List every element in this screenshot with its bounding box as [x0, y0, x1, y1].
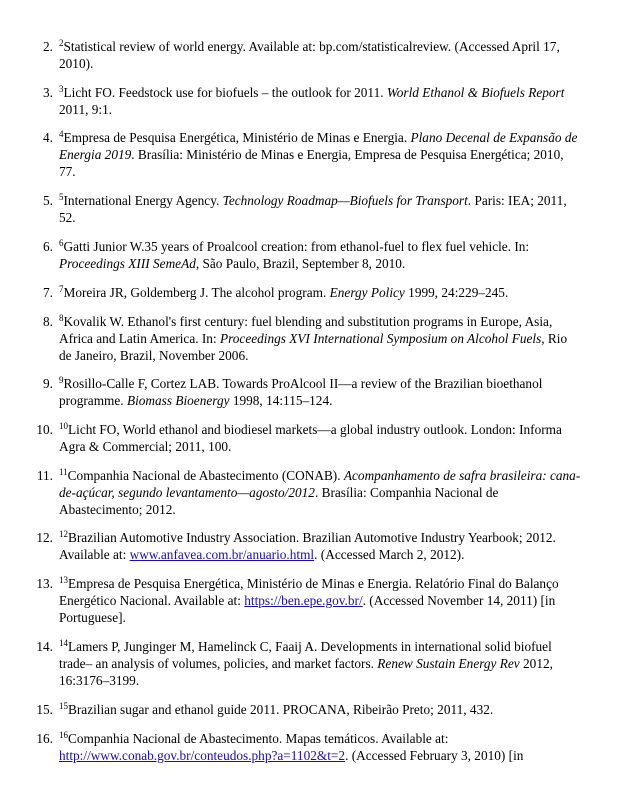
reference-text — [59, 238, 581, 272]
reference-segment: Moreira JR, Goldemberg J. The alcohol program. — [63, 285, 330, 300]
footnote-marker: 4 — [59, 129, 64, 139]
footnote-marker: 5 — [59, 192, 64, 202]
reference-segment: , Rio de Janeiro, Brazil, November 2006. — [59, 331, 568, 363]
reference-number: 10. — [36, 422, 53, 437]
reference-italic-title: Acompanhamento de safra brasileira: cana-de-açúcar, segundo levantamento—agosto/2012 — [59, 468, 581, 500]
reference-link[interactable]: https://ben.epe.gov.br/ — [244, 593, 363, 608]
reference-italic-title: Plano Decenal de Expansão de Energia 2019 — [59, 130, 578, 162]
footnote-marker: 7 — [59, 284, 64, 294]
reference-text — [59, 192, 581, 226]
reference-text — [59, 467, 581, 518]
reference-text — [59, 129, 581, 180]
reference-segment: . Paris: IEA; 2011, 52. — [59, 193, 567, 225]
reference-segment: 1998, 14:115–124. — [229, 393, 333, 408]
reference-link[interactable]: http://www.conab.gov.br/conteudos.php?a=1102&t=2 — [59, 748, 346, 763]
footnote-marker: 13 — [59, 575, 68, 585]
reference-segment: Companhia Nacional de Abastecimento (CONAB). — [67, 468, 344, 483]
footnote-marker: 6 — [59, 238, 64, 248]
reference-italic-title: Technology Roadmap—Biofuels for Transport — [222, 193, 468, 208]
reference-number: 7. — [43, 285, 53, 300]
reference-segment: . Brasília: Companhia Nacional de Abastecimento; 2012. — [59, 485, 499, 517]
footnote-marker: 10 — [59, 421, 68, 431]
reference-number: 14. — [36, 639, 53, 654]
reference-number: 2. — [43, 39, 53, 54]
footnote-marker: 14 — [59, 638, 68, 648]
reference-segment: Lamers P, Junginger M, Hamelinck C, Faaij A. Developments in international solid biofuel trade– an analysis of volumes, policies, and market factors. — [59, 639, 552, 671]
footnote-marker: 8 — [59, 313, 64, 323]
reference-number: 3. — [43, 85, 53, 100]
reference-text — [59, 84, 581, 118]
reference-segment: Brazilian sugar and ethanol guide 2011. PROCANA, Ribeirão Preto; 2011, 432. — [68, 702, 494, 717]
reference-segment: . (Accessed November 14, 2011) [in Portuguese]. — [59, 593, 556, 625]
reference-number: 5. — [43, 193, 53, 208]
reference-number: 6. — [43, 239, 53, 254]
reference-number: 15. — [36, 702, 53, 717]
reference-segment: 2011, 9:1. — [59, 102, 113, 117]
footnote-marker: 9 — [59, 375, 64, 385]
footnote-marker: 3 — [59, 84, 64, 94]
reference-number: 11. — [36, 468, 53, 483]
footnote-marker: 15 — [59, 701, 68, 711]
reference-link[interactable]: www.anfavea.com.br/anuario.html — [129, 547, 315, 562]
reference-text — [59, 701, 581, 718]
reference-segment: Empresa de Pesquisa Energética, Ministério de Minas e Energia. — [63, 130, 411, 145]
reference-segment: Brazilian Automotive Industry Association. Brazilian Automotive Industry Yearbook; 2012. Available at: — [59, 530, 556, 562]
reference-text — [59, 38, 581, 72]
reference-text — [59, 313, 581, 364]
reference-segment: Licht FO. Feedstock use for biofuels – the outlook for 2011. — [63, 85, 387, 100]
reference-segment: , São Paulo, Brazil, September 8, 2010. — [195, 256, 406, 271]
reference-italic-title: World Ethanol & Biofuels Report — [386, 85, 565, 100]
reference-segment: Rosillo-Calle F, Cortez LAB. Towards ProAlcool II—a review of the Brazilian bioethanol programme. — [59, 376, 543, 408]
reference-text — [59, 730, 581, 764]
reference-segment: 2012, 16:3176–3199. — [59, 656, 553, 688]
reference-text — [59, 375, 581, 409]
reference-segment: Licht FO, World ethanol and biodiesel markets—a global industry outlook. London: Informa Agra & Commercial; 2011, 100. — [59, 422, 562, 454]
reference-segment: Empresa de Pesquisa Energética, Ministério de Minas e Energia. Relatório Final do Balanço Energético Nacional. Available at: — [59, 576, 559, 608]
reference-italic-title: Biomass Bioenergy — [126, 393, 230, 408]
reference-number: 16. — [36, 731, 53, 746]
reference-segment: . (Accessed February 3, 2010) [in — [345, 748, 524, 763]
reference-text — [59, 638, 581, 689]
reference-segment: Companhia Nacional de Abastecimento. Mapas temáticos. Available at: — [68, 731, 449, 746]
reference-italic-title: Proceedings XIII SemeAd — [59, 256, 196, 271]
footnote-marker: 12 — [59, 529, 68, 539]
reference-segment: . (Accessed March 2, 2012). — [314, 547, 465, 562]
reference-number: 9. — [43, 376, 53, 391]
reference-text — [59, 284, 581, 301]
reference-text — [59, 529, 581, 563]
reference-segment: Statistical review of world energy. Available at: bp.com/statisticalreview. (Accessed April 17, 2010). — [59, 39, 560, 71]
reference-segment: Kovalik W. Ethanol's first century: fuel blending and substitution programs in Europe, Asia, Africa and Latin America. In: — [59, 314, 553, 346]
reference-segment: 1999, 24:229–245. — [404, 285, 509, 300]
reference-italic-title: Proceedings XVI International Symposium on Alcohol Fuels — [219, 331, 542, 346]
footnote-marker: 11 — [59, 467, 68, 477]
reference-text — [59, 575, 581, 626]
reference-segment: Gatti Junior W.35 years of Proalcool creation: from ethanol-fuel to flex fuel vehicle. In: — [63, 239, 530, 254]
reference-italic-title: Renew Sustain Energy Rev — [377, 656, 520, 671]
reference-segment: . Brasília: Ministério de Minas e Energia, Empresa de Pesquisa Energética; 2010, 77. — [59, 147, 564, 179]
reference-number: 13. — [36, 576, 53, 591]
reference-number: 12. — [36, 530, 53, 545]
footnote-marker: 2 — [59, 38, 64, 48]
reference-italic-title: Energy Policy — [329, 285, 405, 300]
reference-text — [59, 421, 581, 455]
reference-number: 8. — [43, 314, 53, 329]
reference-number: 4. — [43, 130, 53, 145]
reference-segment: International Energy Agency. — [63, 193, 223, 208]
footnote-marker: 16 — [59, 730, 68, 740]
